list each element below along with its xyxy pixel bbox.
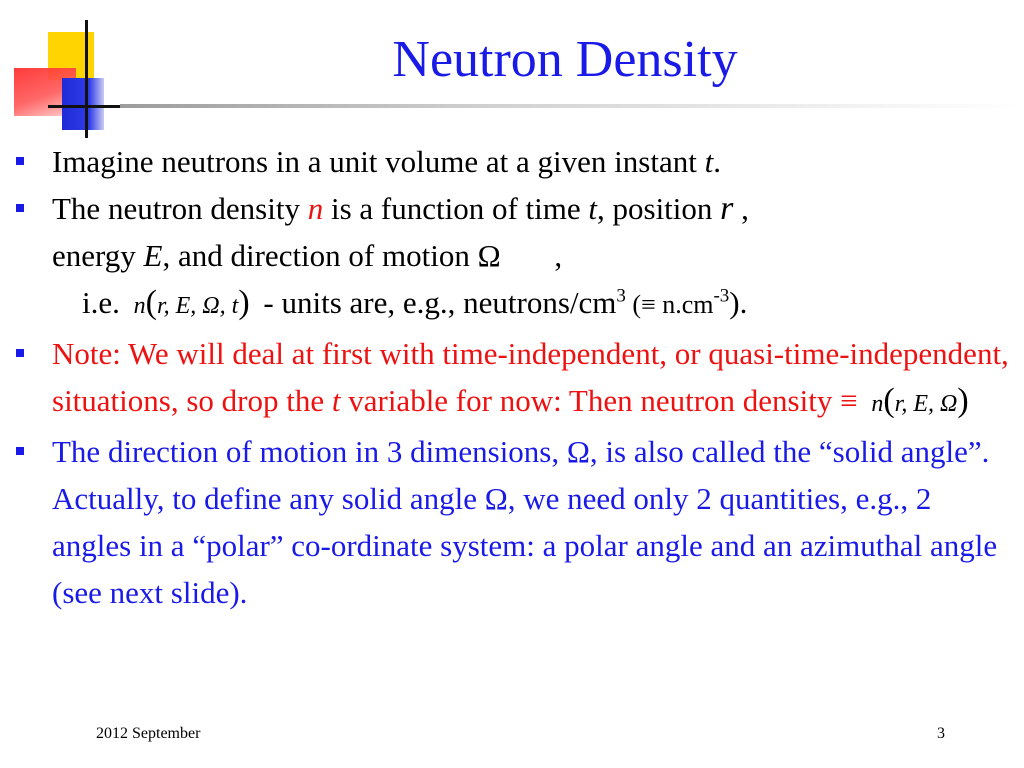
- var-t: t: [704, 144, 714, 179]
- footer-date: 2012 September: [96, 725, 201, 742]
- slide-title: Neutron Density: [392, 31, 738, 88]
- bullet-1-end: .: [713, 144, 721, 179]
- bullet-2-mid1: is a function of time: [323, 191, 589, 226]
- equiv-text: (≡ n.cm: [625, 290, 714, 319]
- decorative-logo: [0, 0, 140, 140]
- units-text: - units are, e.g., neutrons/cm: [255, 285, 617, 320]
- func-n: n: [871, 391, 884, 417]
- bullet-3-text2: variable for now: Then neutron density ≡: [340, 383, 858, 418]
- func-args: r, E, Ω: [894, 391, 958, 417]
- bullet-3-text: Note: We will deal at first with time-independent, or quasi-time-independent, situations, so drop the: [52, 336, 1009, 418]
- var-n: n: [307, 191, 324, 226]
- close-text: ).: [729, 285, 748, 320]
- func-args: r, E, Ω, t: [156, 293, 239, 319]
- ie-label: i.e.: [82, 285, 120, 320]
- bullet-2-line2-pre: energy: [52, 238, 144, 273]
- bullet-marker: [16, 349, 24, 357]
- var-omega: Ω: [477, 238, 501, 273]
- bullet-marker: [16, 447, 24, 455]
- bullet-2: [16, 185, 1016, 330]
- slide-content: [16, 138, 1016, 616]
- bullet-1: [16, 138, 1016, 185]
- bullet-marker: [16, 157, 24, 165]
- var-r: r: [720, 190, 734, 227]
- density-function: n(r, E, Ω, t): [133, 284, 250, 321]
- var-t: t: [588, 191, 597, 226]
- bullet-2-line2-mid: , and direction of motion: [162, 238, 478, 273]
- bullet-2-mid2: , position: [597, 191, 721, 226]
- superscript-neg3: -3: [713, 285, 730, 307]
- bullet-2-pre: The neutron density: [52, 191, 308, 226]
- footer-page-number: 3: [937, 725, 945, 742]
- bullet-2-line2-end: ,: [546, 238, 563, 273]
- title-rule: [120, 104, 1024, 108]
- bullet-2-comma: ,: [733, 191, 749, 226]
- bullet-marker: [16, 204, 24, 212]
- bullet-4-text: The direction of motion in 3 dimensions, Ω, is also called the “solid angle”. Actually, to define any solid angle Ω, we need only 2 quantities, e.g., 2 angles in a “polar” co-ordinate system: a polar angle and an azimuthal angle (see next slide).: [52, 434, 998, 610]
- var-E: E: [143, 238, 163, 273]
- var-t: t: [331, 383, 341, 418]
- bullet-3-note: [16, 330, 1016, 428]
- logo-blue-square: [62, 78, 104, 130]
- func-n: n: [133, 293, 146, 319]
- bullet-1-text: Imagine neutrons in a unit volume at a given instant: [52, 144, 705, 179]
- bullet-4: [16, 428, 1016, 616]
- density-function-static: n(r, E, Ω): [871, 382, 969, 419]
- superscript-3: 3: [616, 285, 626, 307]
- logo-vertical-line: [85, 20, 88, 138]
